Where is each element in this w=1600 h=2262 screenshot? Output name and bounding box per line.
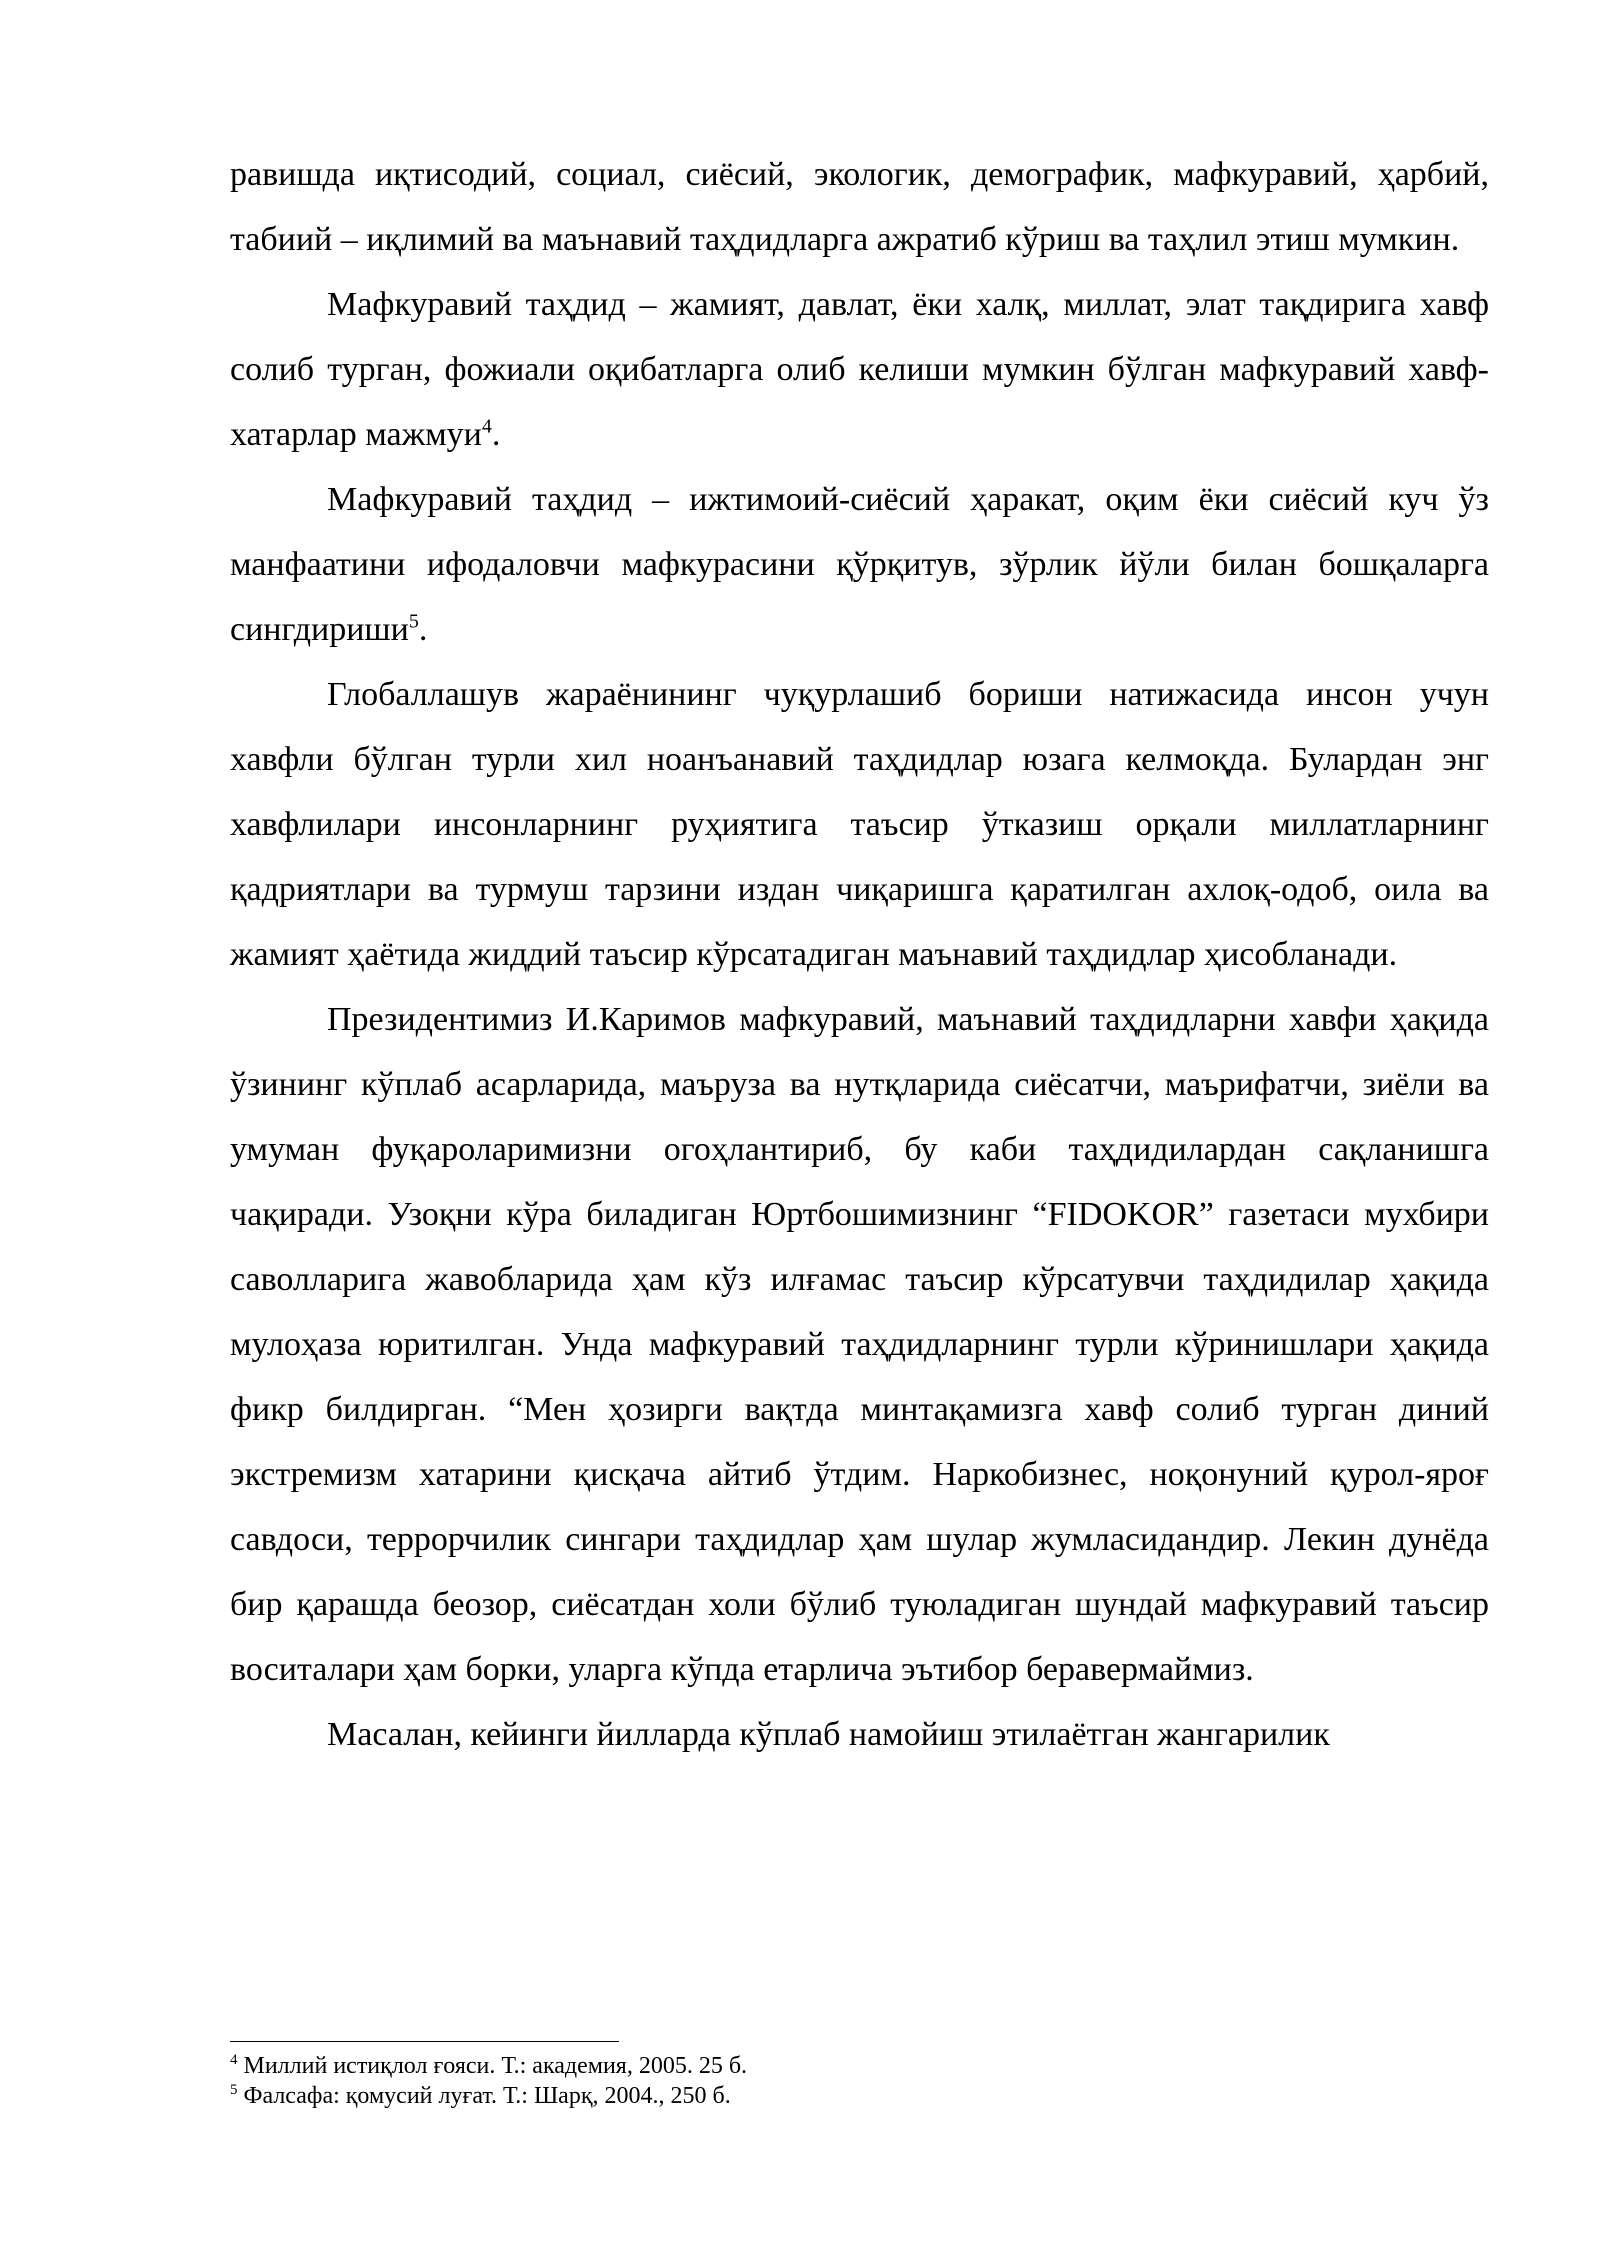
paragraph-2-text: Мафкуравий таҳдид – жамият, давлат, ёки халқ, миллат, элат тақдирига хавф солиб турган, фожиали оқибатларга олиб келиши мумкин бўлган мафкуравий хавф-хатарлар мажмуи — [230, 286, 1489, 453]
footnote-5-text: Фалсафа: қомусий луғат. Т.: Шарқ, 2004., 250 б. — [243, 2083, 731, 2109]
footnote-ref-5[interactable]: 5 — [408, 610, 419, 633]
paragraph-3-text: Мафкуравий таҳдид – ижтимоий-сиёсий ҳаракат, оқим ёки сиёсий куч ўз манфаатини ифодаловчи мафкурасини қўрқитув, зўрлик йўли билан бошқаларга сингдириши — [230, 481, 1489, 648]
footnote-4 — [230, 2051, 1489, 2081]
paragraph-4 — [230, 662, 1489, 987]
paragraph-5 — [230, 987, 1489, 1702]
footnote-separator — [230, 2041, 619, 2042]
paragraph-1 — [230, 142, 1489, 272]
footnote-4-text: Миллий истиқлол ғояси. Т.: академия, 2005. 25 б. — [243, 2053, 748, 2079]
footnote-ref-4[interactable]: 4 — [481, 415, 492, 438]
paragraph-6 — [230, 1702, 1489, 1767]
footnote-5 — [230, 2081, 1489, 2111]
footnote-number-5: 5 — [230, 2082, 238, 2098]
paragraph-1-text: равишда иқтисодий, социал, сиёсий, экологик, демографик, мафкуравий, ҳарбий, табиий – иқлимий ва маънавий таҳдидларга ажратиб кўриш ва таҳлил этиш мумкин. — [230, 156, 1489, 258]
paragraph-6-text: Масалан, кейинги йилларда кўплаб намойиш этилаётган жангарилик — [327, 1716, 1330, 1753]
paragraph-3-tail: . — [418, 611, 428, 648]
body-text — [230, 142, 1489, 1767]
paragraph-4-text: Глобаллашув жараёнининг чуқурлашиб бориши натижасида инсон учун хавфли бўлган турли хил ноанъанавий таҳдидлар юзага келмоқда. Булардан энг хавфлилари инсонларнинг руҳиятига таъсир ўтказиш орқали миллатларнинг қадриятлари ва турмуш тарзини издан чиқаришга қаратилган ахлоқ-одоб, оила ва жамият ҳаётида жиддий таъсир кўрсатадиган маънавий таҳдидлар ҳисобланади. — [230, 676, 1489, 973]
paragraph-2-tail: . — [491, 416, 501, 453]
paragraph-5-text: Президентимиз И.Каримов мафкуравий, маънавий таҳдидларни хавфи ҳақида ўзининг кўплаб асарларида, маъруза ва нутқларида сиёсатчи, маърифатчи, зиёли ва умуман фуқароларимизни огоҳлантириб, бу каби таҳдидилардан сақланишга чақиради. Узоқни кўра биладиган Юртбошимизнинг “FIDOKOR” газетаси мухбири саволларига жавобларида ҳам кўз илғамас таъсир кўрсатувчи таҳдидилар ҳақида мулоҳаза юритилган. Унда мафкуравий таҳдидларнинг турли кўринишлари ҳақида фикр билдирган. “Мен ҳозирги вақтда минтақамизга хавф солиб турган диний экстремизм хатарини қисқача айтиб ўтдим. Наркобизнес, ноқонуний қурол-яроғ савдоси, террорчилик сингари таҳдидлар ҳам шулар жумласидандир. Лекин дунёда бир қарашда беозор, сиёсатдан холи бўлиб туюладиган шундай мафкуравий таъсир воситалари ҳам борки, уларга кўпда етарлича эътибор беравермаймиз. — [230, 1001, 1489, 1688]
paragraph-2 — [230, 272, 1489, 467]
footnotes — [230, 2051, 1489, 2111]
paragraph-3 — [230, 467, 1489, 662]
footnote-number-4: 4 — [230, 2052, 238, 2068]
